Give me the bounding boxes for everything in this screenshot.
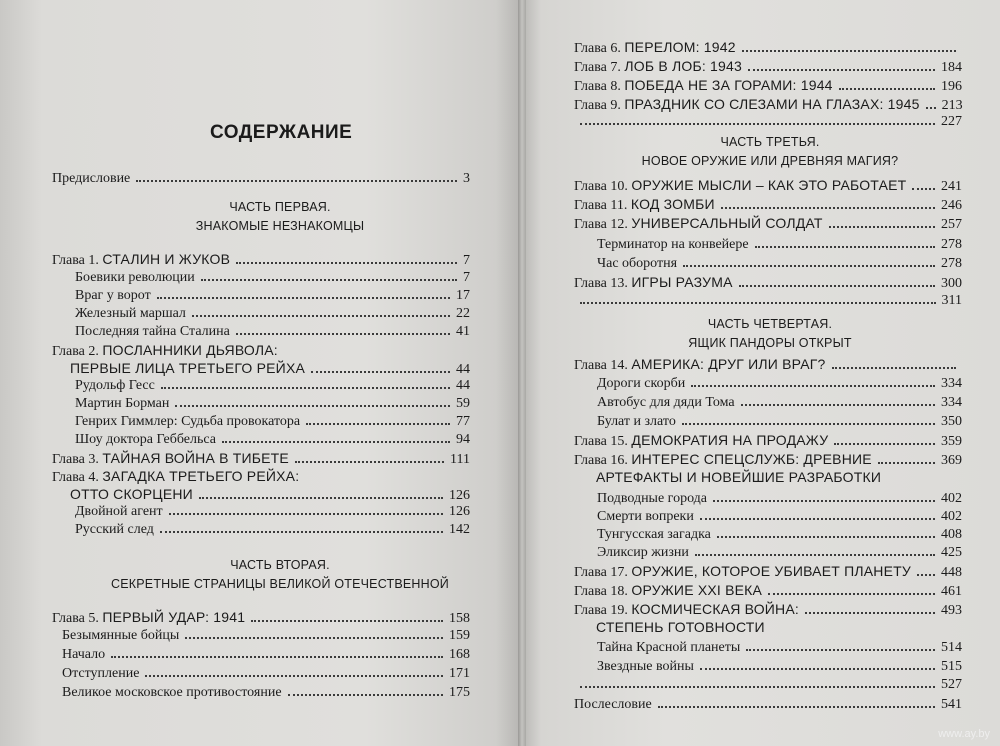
toc-entry-chapter-15: Глава 15. ДЕМОКРАТИЯ НА ПРОДАЖУ 359 (574, 432, 962, 449)
toc-entry-sub: Терминатор на конвейере 278 (597, 237, 962, 252)
toc-entry-chapter-14: Глава 14. АМЕРИКА: ДРУГ ИЛИ ВРАГ? (574, 355, 962, 375)
toc-entry-chapter-2: ПЕРВЫЕ ЛИЦА ТРЕТЬЕГО РЕЙХА 44 (70, 360, 470, 377)
toc-entry-preface: Предисловие 3 (52, 171, 470, 186)
book-gutter (518, 0, 526, 746)
toc-entry-sub: Мартин Борман 59 (75, 396, 470, 411)
toc-entry-chapter-3: Глава 3. ТАЙНАЯ ВОЙНА В ТИБЕТЕ 111 (52, 450, 470, 467)
part-heading-1: ЧАСТЬ ПЕРВАЯ. ЗНАКОМЫЕ НЕЗНАКОМЦЫ (195, 200, 365, 233)
toc-entry-chapter-4: ОТТО СКОРЦЕНИ 126 (70, 486, 470, 503)
part-heading-2: ЧАСТЬ ВТОРАЯ. СЕКРЕТНЫЕ СТРАНИЦЫ ВЕЛИКОЙ ОТЕЧЕСТВЕННОЙ (111, 558, 449, 591)
toc-entry-chapter-2-line1: Глава 2. ПОСЛАННИКИ ДЬЯВОЛА: (52, 342, 278, 359)
toc-entry-sub: Рудольф Гесс 44 (75, 378, 470, 393)
toc-entry-chapter-9-end: 227 (574, 113, 962, 131)
toc-entry-sub: Безымянные бойцы 159 (62, 628, 470, 643)
toc-entry-sub: Русский след 142 (75, 522, 470, 537)
part-heading-4: ЧАСТЬ ЧЕТВЕРТАЯ. ЯЩИК ПАНДОРЫ ОТКРЫТ (688, 317, 852, 350)
part-heading-3: ЧАСТЬ ТРЕТЬЯ. НОВОЕ ОРУЖИЕ ИЛИ ДРЕВНЯЯ МАГИЯ? (641, 135, 899, 168)
toc-entry-sub: Тунгусская загадка 408 (597, 527, 962, 542)
toc-entry-sub: Смерти вопреки 402 (597, 509, 962, 524)
toc-entry-chapter-8: Глава 8. ПОБЕДА НЕ ЗА ГОРАМИ: 1944 196 (574, 77, 962, 94)
toc-entry-sub: Последняя тайна Сталина 41 (75, 324, 470, 339)
toc-entry-chapter-5: Глава 5. ПЕРВЫЙ УДАР: 1941 158 (52, 609, 470, 626)
toc-entry-chapter-12: Глава 12. УНИВЕРСАЛЬНЫЙ СОЛДАТ 257 (574, 215, 962, 232)
toc-entry-chapter-9: Глава 9. ПРАЗДНИК СО СЛЕЗАМИ НА ГЛАЗАХ: 1945 213 (574, 96, 963, 113)
toc-entry-sub: Двойной агент 126 (75, 504, 470, 519)
toc-entry-afterword: Послесловие 541 (574, 697, 962, 712)
toc-entry-sub: Дороги скорби 334 (597, 376, 962, 391)
toc-entry-chapter-11: Глава 11. КОД ЗОМБИ 246 (574, 196, 962, 213)
toc-entry-sub: Тайна Красной планеты 514 (597, 640, 962, 655)
toc-entry-sub: Подводные города 402 (597, 491, 962, 506)
toc-entry-chapter-10: Глава 10. ОРУЖИЕ МЫСЛИ – КАК ЭТО РАБОТАЕТ 241 (574, 177, 962, 194)
toc-entry-sub: Начало 168 (62, 647, 470, 662)
toc-entry-chapter-17: Глава 17. ОРУЖИЕ, КОТОРОЕ УБИВАЕТ ПЛАНЕТУ 448 (574, 563, 962, 580)
toc-entry-chapter-19-line2: СТЕПЕНЬ ГОТОВНОСТИ (596, 619, 765, 635)
toc-entry-sub: Боевики революции 7 (75, 270, 470, 285)
toc-entry-sub: Булат и злато 350 (597, 414, 962, 429)
watermark: www.ay.by (938, 728, 990, 740)
toc-entry-chapter-6: Глава 6. ПЕРЕЛОМ: 1942 (574, 38, 962, 58)
toc-entry-sub: Великое московское противостояние 175 (62, 685, 470, 700)
toc-entry-chapter-16-line2: АРТЕФАКТЫ И НОВЕЙШИЕ РАЗРАБОТКИ (596, 469, 882, 485)
toc-entry-sub: Эликсир жизни 425 (597, 545, 962, 560)
toc-entry-chapter-7: Глава 7. ЛОБ В ЛОБ: 1943 184 (574, 58, 962, 75)
toc-entry-chapter-19: Глава 19. КОСМИЧЕСКАЯ ВОЙНА: 493 (574, 601, 962, 618)
toc-entry-chapter-4-line1: Глава 4. ЗАГАДКА ТРЕТЬЕГО РЕЙХА: (52, 468, 300, 485)
toc-entry-sub: Отступление 171 (62, 666, 470, 681)
toc-entry-sub: Час оборотня 278 (597, 256, 962, 271)
toc-entry-sub: Генрих Гиммлер: Судьба провокатора 77 (75, 414, 470, 429)
page-title: СОДЕРЖАНИЕ (210, 122, 353, 143)
toc-entry-sub-end: 527 (574, 676, 962, 694)
toc-entry-chapter-16: Глава 16. ИНТЕРЕС СПЕЦСЛУЖБ: ДРЕВНИЕ 369 (574, 451, 962, 468)
toc-entry-sub: Железный маршал 22 (75, 306, 470, 321)
toc-entry-chapter-18: Глава 18. ОРУЖИЕ XXI ВЕКА 461 (574, 582, 962, 599)
toc-entry-sub: Враг у ворот 17 (75, 288, 470, 303)
toc-entry-sub: Шоу доктора Геббельса 94 (75, 432, 470, 447)
toc-entry-chapter-13: Глава 13. ИГРЫ РАЗУМА 300 (574, 274, 962, 291)
toc-entry-chapter-13-end: 311 (574, 292, 962, 310)
toc-entry-sub: Автобус для дяди Тома 334 (597, 395, 962, 410)
toc-entry-chapter-1: Глава 1. СТАЛИН И ЖУКОВ 7 (52, 251, 470, 268)
toc-entry-sub: Звездные войны 515 (597, 659, 962, 674)
